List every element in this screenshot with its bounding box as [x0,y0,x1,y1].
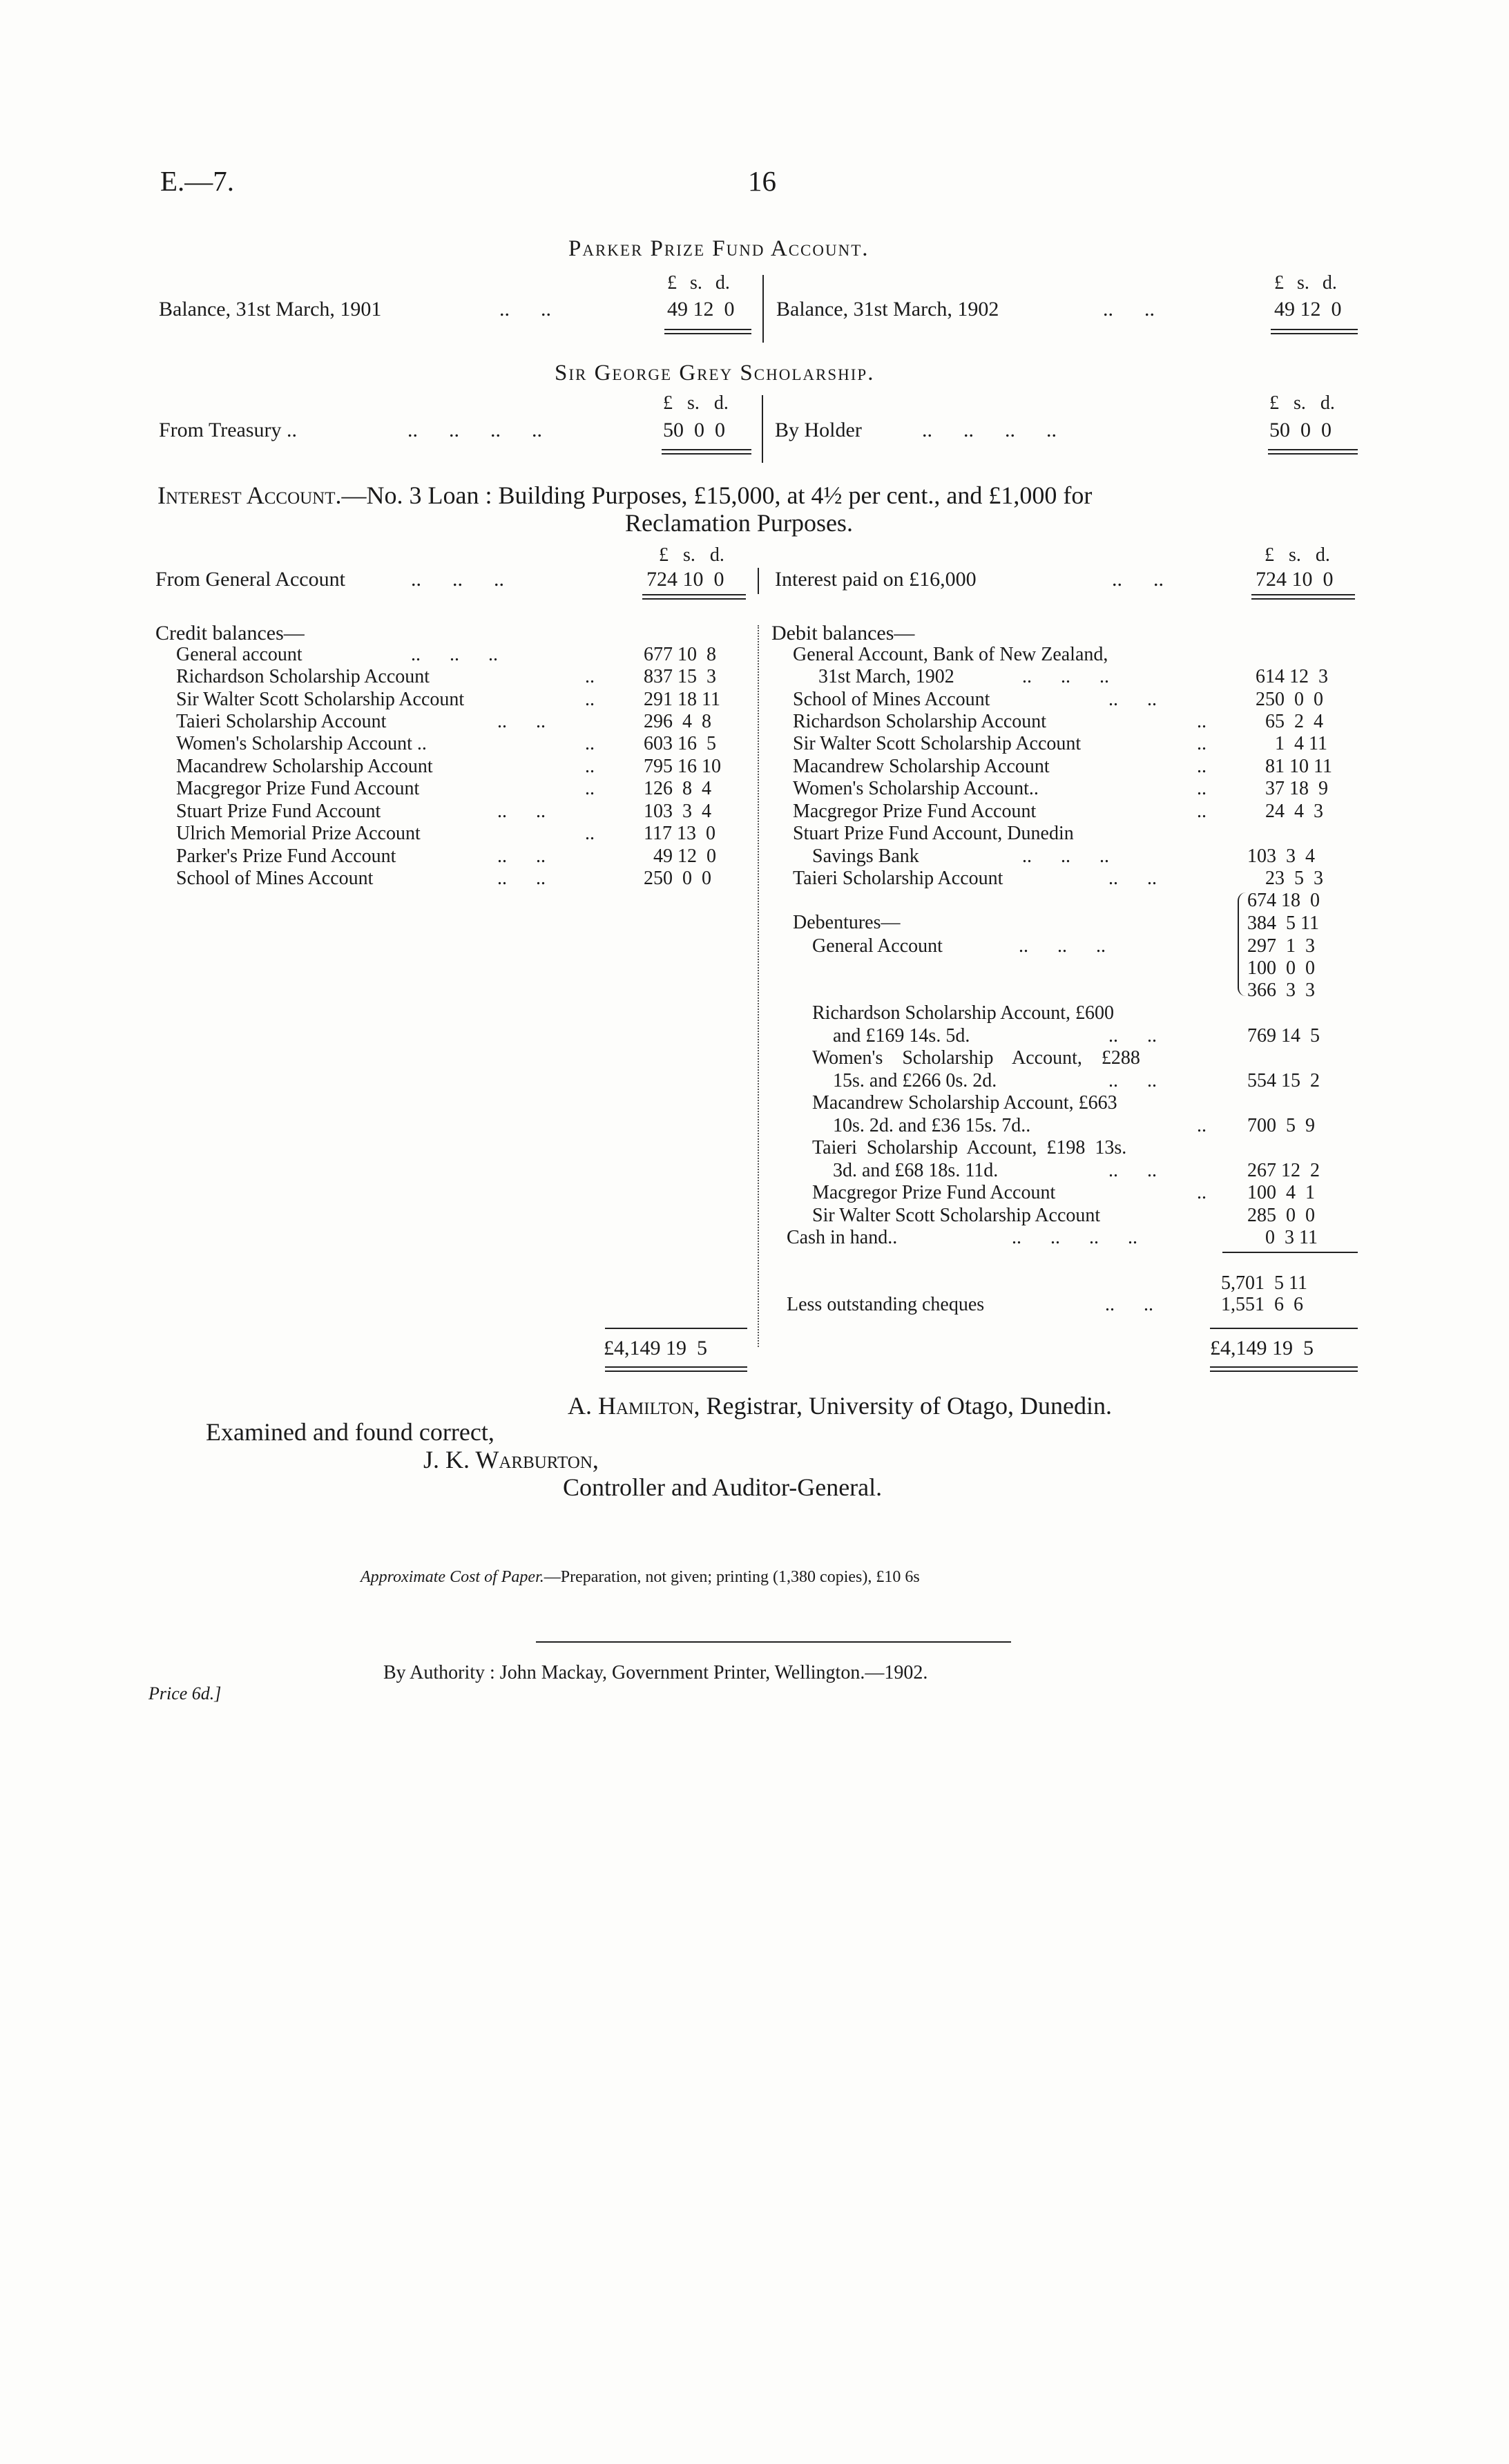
footer-rule [536,1641,1011,1643]
debenture-amount: 366 3 3 [1247,980,1315,1001]
debit-heading: Debit balances— [771,622,915,644]
credit-item-dots: .. [585,778,595,799]
debit-womens-amount: 554 15 2 [1247,1070,1320,1091]
debentures-general-dots: .. .. .. [1019,935,1106,957]
debit-cheques-label: Less outstanding cheques [787,1294,985,1315]
debit-macandrew-line2: 10s. 2d. and £36 15s. 7d.. [833,1115,1031,1136]
pence-heading: d. [1320,392,1335,414]
debit-item-dots: .. .. [1108,689,1157,710]
credit-item-label: Richardson Scholarship Account [176,666,430,687]
interest-right-label: Interest paid on £16,000 [775,568,977,591]
credit-item-label: School of Mines Account [176,868,374,889]
grey-left-total-rule [662,449,751,455]
cost-note [361,1568,920,1587]
credit-item-amount: 49 12 0 [653,846,716,867]
credit-item-label: Ulrich Memorial Prize Account [176,823,421,844]
debit-item-label: Women's Scholarship Account.. [793,778,1039,799]
grey-right-dots: .. .. .. .. [922,419,1057,441]
pound-heading: £ [663,392,673,414]
interest-right-total-rule [1251,594,1355,600]
interest-title [157,481,1092,510]
parker-lsd-right [1274,272,1337,294]
pence-heading: d. [709,544,724,566]
registrar-name: A. Hamilton, [568,1392,700,1420]
grey-right-label: By Holder [775,419,862,441]
debit-taieri2-dots: .. .. [1108,1160,1157,1181]
debit-stuart-dots: .. .. .. [1022,846,1109,867]
debit-item-label: Richardson Scholarship Account [793,711,1047,732]
grey-lsd-left [663,392,729,414]
credit-item-label: General account [176,644,302,665]
credit-item-label: Stuart Prize Fund Account [176,801,381,822]
auditor-title: Controller and Auditor-General. [563,1473,883,1501]
grey-divider [762,395,763,463]
parker-lsd-left [667,272,730,294]
grey-right-total-rule [1268,449,1358,455]
credit-item-label: Macandrew Scholarship Account [176,756,433,777]
interest-lsd-right [1265,544,1330,566]
credit-item-amount: 250 0 0 [644,868,711,889]
debit-item-label: Macgregor Prize Fund Account [793,801,1037,822]
credit-item-dots: .. .. [497,801,546,822]
pound-heading: £ [667,272,677,294]
debit-richardson-line1: Richardson Scholarship Account, £600 [812,1002,1115,1024]
debit-richardson-line2: and £169 14s. 5d. [833,1025,970,1047]
credit-item-dots: .. [585,823,595,844]
credit-item-dots: .. [585,666,595,687]
shilling-heading: s. [687,392,700,414]
auditor-name: J. K. Warburton, [423,1446,599,1473]
interest-right-dots: .. .. [1112,568,1164,591]
shilling-heading: s. [683,544,695,566]
debit-richardson-dots: .. .. [1108,1025,1157,1047]
debenture-amount: 297 1 3 [1247,935,1315,957]
credit-item-dots: .. [585,756,595,777]
debit-total: £4,149 19 5 [1210,1337,1314,1359]
debit-taieri-amount: 23 5 3 [1265,868,1323,889]
interest-left-amount: 724 10 0 [646,568,724,591]
debit-taieri-dots: .. .. [1108,868,1157,889]
credit-item-amount: 291 18 11 [644,689,720,710]
debit-macgregor-label: Macgregor Prize Fund Account [812,1182,1056,1203]
debit-subtotal: 5,701 5 11 [1221,1272,1307,1294]
credit-total-rule [605,1328,747,1329]
debit-item-amount: 1 4 11 [1275,733,1327,754]
authority-line: By Authority : John Mackay, Government Printer, Wellington.—1902. [383,1662,928,1683]
debit-item-label: School of Mines Account [793,689,990,710]
debit-taieri2-line1: Taieri Scholarship Account, £198 13s. [812,1137,1127,1158]
pence-heading: d. [1322,272,1337,294]
grey-left-amount: 50 0 0 [663,419,725,441]
debit-womens-dots: .. .. [1108,1070,1157,1091]
parker-right-total-rule [1271,329,1358,334]
credit-total-double-rule [605,1366,747,1372]
pound-heading: £ [1274,272,1284,294]
debit-general-amount: 614 12 3 [1256,666,1328,687]
debit-item-amount: 65 2 4 [1265,711,1323,732]
parker-divider [762,275,764,343]
debit-cash-dots: .. .. .. .. [1012,1227,1137,1248]
debenture-amount: 674 18 0 [1247,890,1320,911]
center-dotted-divider [758,625,759,1347]
credit-item-amount: 603 16 5 [644,733,716,754]
debit-total-rule [1210,1328,1358,1329]
debit-cash-amount: 0 3 11 [1265,1227,1318,1248]
interest-lsd-left [659,544,724,566]
debentures-heading: Debentures— [793,912,901,933]
parker-title: Parker Prize Fund Account. [568,236,869,261]
debentures-brace [1238,892,1246,996]
credit-item-dots: .. .. [497,711,546,732]
pence-heading: d. [713,392,729,414]
shilling-heading: s. [1294,392,1306,414]
registrar-title: Registrar, University of Otago, Dunedin. [706,1392,1112,1420]
debit-stuart-amount: 103 3 4 [1247,846,1315,867]
debit-item-dots: .. [1197,733,1207,754]
interest-left-label: From General Account [155,568,345,591]
parker-right-dots: .. .. [1103,298,1155,321]
debit-richardson-amount: 769 14 5 [1247,1025,1320,1047]
registrar-signature [568,1391,1112,1420]
credit-item-amount: 795 16 10 [644,756,721,777]
debit-item-label: Sir Walter Scott Scholarship Account [793,733,1082,754]
interest-right-amount: 724 10 0 [1256,568,1334,591]
credit-item-amount: 117 13 0 [644,823,715,844]
debit-item-dots: .. [1197,756,1207,777]
pound-heading: £ [659,544,669,566]
pound-heading: £ [1269,392,1279,414]
examined-note: Examined and found correct, [206,1418,494,1446]
credit-item-label: Macgregor Prize Fund Account [176,778,420,799]
credit-item-amount: 126 8 4 [644,778,711,799]
debentures-general-label: General Account [812,935,943,957]
debit-item-amount: 250 0 0 [1256,689,1323,710]
shilling-heading: s. [690,272,702,294]
debit-item-dots: .. [1197,801,1207,822]
credit-heading: Credit balances— [155,622,305,644]
pound-heading: £ [1265,544,1274,566]
parker-left-label: Balance, 31st March, 1901 [159,298,382,321]
interest-left-total-rule [642,594,746,600]
credit-item-amount: 103 3 4 [644,801,711,822]
grey-left-label: From Treasury .. [159,419,298,441]
grey-right-amount: 50 0 0 [1269,419,1332,441]
cost-note-label: Approximate Cost of Paper. [361,1568,544,1586]
debit-item-label: Macandrew Scholarship Account [793,756,1050,777]
interest-divider [758,568,759,594]
debit-macandrew-line1: Macandrew Scholarship Account, £663 [812,1092,1117,1114]
grey-left-dots: .. .. .. .. [407,419,542,441]
debit-scott-amount: 285 0 0 [1247,1205,1315,1226]
debit-item-dots: .. [1197,778,1207,799]
debenture-amount: 100 0 0 [1247,957,1315,979]
debit-taieri2-amount: 267 12 2 [1247,1160,1320,1181]
parker-right-amount: 49 12 0 [1274,298,1342,321]
interest-left-dots: .. .. .. [411,568,504,591]
credit-item-label: Parker's Prize Fund Account [176,846,396,867]
credit-item-dots: .. .. [497,868,546,889]
debit-macgregor-dots: .. [1197,1182,1207,1203]
credit-item-amount: 837 15 3 [644,666,716,687]
grey-lsd-right [1269,392,1335,414]
parker-left-dots: .. .. [499,298,551,321]
credit-item-label: Taieri Scholarship Account [176,711,387,732]
shilling-heading: s. [1289,544,1301,566]
shilling-heading: s. [1297,272,1309,294]
credit-item-amount: 677 10 8 [644,644,716,665]
parker-left-amount: 49 12 0 [667,298,735,321]
credit-item-label: Women's Scholarship Account .. [176,733,427,754]
debit-womens-line1: Women's Scholarship Account, £288 [812,1047,1140,1069]
price-note: Price 6d.] [148,1683,222,1703]
debit-stuart-line1: Stuart Prize Fund Account, Dunedin [793,823,1074,844]
interest-title-sc: Interest Account. [157,481,342,509]
page-number: 16 [748,165,776,197]
credit-item-dots: .. [585,733,595,754]
debit-cheques-dots: .. .. [1105,1294,1153,1315]
debit-item-amount: 37 18 9 [1265,778,1328,799]
parker-left-total-rule [664,329,751,334]
debit-taieri-label: Taieri Scholarship Account [793,868,1003,889]
debit-item-dots: .. [1197,711,1207,732]
credit-item-label: Sir Walter Scott Scholarship Account [176,689,465,710]
debit-macandrew-dots: .. [1197,1115,1207,1136]
debit-general-dots: .. .. .. [1022,666,1109,687]
interest-title-rest: —No. 3 Loan : Building Purposes, £15,000, at 4½ per cent., and £1,000 for [341,481,1093,509]
debit-macandrew-amount: 700 5 9 [1247,1115,1315,1136]
debit-cheques-amount: 1,551 6 6 [1221,1294,1303,1315]
credit-item-dots: .. [585,689,595,710]
cost-note-text: —Preparation, not given; printing (1,380 copies), £10 6s [544,1568,920,1586]
debit-cash-label: Cash in hand.. [787,1227,898,1248]
pence-heading: d. [715,272,730,294]
debit-macgregor-amount: 100 4 1 [1247,1182,1315,1203]
debit-total-double-rule [1210,1366,1358,1372]
debit-general-line1: General Account, Bank of New Zealand, [793,644,1108,665]
pence-heading: d. [1315,544,1330,566]
page-ref: E.—7. [160,165,235,197]
debenture-amount: 384 5 11 [1247,913,1319,934]
debit-item-amount: 24 4 3 [1265,801,1323,822]
credit-item-amount: 296 4 8 [644,711,711,732]
credit-item-dots: .. .. [497,846,546,867]
interest-title-line2: Reclamation Purposes. [625,509,853,537]
debit-scott-label: Sir Walter Scott Scholarship Account [812,1205,1101,1226]
debit-stuart-line2: Savings Bank [812,846,919,867]
debit-item-amount: 81 10 11 [1265,756,1332,777]
credit-item-dots: .. .. .. [411,644,498,665]
grey-title: Sir George Grey Scholarship. [555,361,875,385]
debit-general-line2: 31st March, 1902 [818,666,954,687]
parker-right-label: Balance, 31st March, 1902 [776,298,999,321]
credit-total: £4,149 19 5 [604,1337,707,1359]
debit-taieri2-line2: 3d. and £68 18s. 11d. [833,1160,999,1181]
debit-womens-line2: 15s. and £266 0s. 2d. [833,1070,997,1091]
debit-subtotal-rule [1222,1252,1358,1253]
